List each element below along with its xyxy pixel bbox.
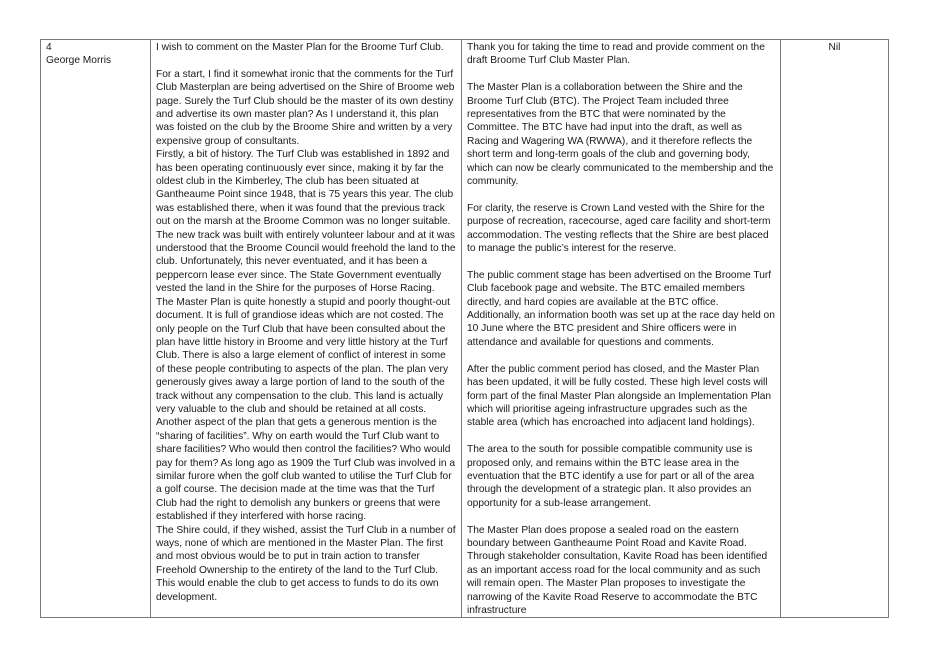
comment-paragraph: I wish to comment on the Master Plan for the Broome Turf Club. [156,42,444,53]
comment-cell [151,40,462,618]
comment-paragraph: Another aspect of the plan that gets a generous mention is the “sharing of facilities”. Why on earth would the Turf Club want to share facilities? Who would then control the facilities? Who would pay for them? As long ago as 1909 the Turf Club was involved in a similar furore when the golf club wanted to utilise the Turf Club for a golf course. The decision made at the time was that the Turf Club had the right to demolish any bunkers or greens that were established if they interfered with horse racing. [156,417,456,523]
submitter-name: George Morris [46,55,112,67]
response-paragraph: The Master Plan is a collaboration between the Shire and the Broome Turf Club (BTC). The Project Team included three representatives from the BTC that were nominated by the Committee. The BTC have had input into the draft, as well as Racing and Wagering WA (RWWA), and it therefore reflects the short term and long-term goals of the club and governing body, which can now be clearly communicated to the membership and the community. [467,82,774,188]
response-paragraph: Thank you for taking the time to read and provide comment on the draft Broome Turf Club Master Plan. [467,42,765,67]
comment-paragraph: For a start, I find it somewhat ironic that the comments for the Turf Club Masterplan are being advertised on the Shire of Broome web page. Surely the Turf Club should be the master of its own destiny and advertise its own master plan? As I understand it, this plan was foisted on the club by the Broome Shire and written by a very expensive group of consultants. [156,68,455,147]
table-row [41,40,889,618]
response-paragraph: For clarity, the reserve is Crown Land vested with the Shire for the purpose of recreation, racecourse, aged care facility and short-term accommodation. The vesting reflects that the Shire are best placed to manage the public’s interest for the reserve. [467,202,771,255]
comment-paragraph: The Shire could, if they wished, assist the Turf Club in a number of ways, none of which are mentioned in the Master Plan. The first and most obvious would be to put in train action to transfer Freehold Ownership to the entirety of the land to the Turf Club. This would enable the club to get access to funds to do its own development. [156,524,456,603]
response-paragraph: The area to the south for possible compatible community use is proposed only, and remains within the BTC lease area in the eventuation that the BTC identify a use for part or all of the area through the development of a strategic plan. It also provides an opportunity for a sub-lease arrangement. [467,444,755,509]
submission-number: 4 [46,42,52,53]
modification-value: Nil [828,42,841,53]
comment-paragraph: The Master Plan is quite honestly a stupid and poorly thought-out document. It is full of grandiose ideas which are not costed. The only people on the Turf Club that have been consulted about the plan have little history in Broome and very little history at the Turf Club. There is also a large element of conflict of interest in some of these people contributing to aspects of the plan. The plan very generously gives away a large portion of land to the south of the track without any compensation to the club. This land is actually very valuable to the club and should be retained at all costs. [156,296,450,415]
response-cell [462,40,781,618]
response-paragraph: The Master Plan does propose a sealed road on the eastern boundary between Gantheaume Point Road and Kavite Road. Through stakeholder consultation, Kavite Road has been identified as an important access road for the local community and as such will remain open. The Master Plan proposes to investigate the narrowing of the Kavite Road Reserve to accommodate the BTC infrastructure [467,524,768,616]
submissions-table [40,39,889,618]
modification-cell [781,40,889,618]
response-paragraph: After the public comment period has closed, and the Master Plan has been updated, it will be fully costed. These high level costs will form part of the final Master Plan alongside an Implementation Plan which will prioritise ageing infrastructure upgrades such as the stable area (which has encroached into adjacent land holdings). [467,363,772,429]
submitter-cell [41,40,151,618]
comment-paragraph: Firstly, a bit of history. The Turf Club was established in 1892 and has been operating continuously ever since, making it by far the oldest club in the Kimberley, The club has been situated at Gantheaume Point since 1948, that is 75 years this year. The club was established there, when it was found that the previous track out on the marsh at the Broome Common was no longer suitable. The new track was built with entirely volunteer labour and at it was understood that the Broome Council would freehold the land to the club. Unfortunately, this never eventuated, and it has been a peppercorn lease ever since. The State Government eventually vested the land in the Shire for the purposes of Horse Racing. [156,149,456,295]
response-paragraph: The public comment stage has been advertised on the Broome Turf Club facebook page and website. The BTC emailed members directly, and hard copies are available at the BTC office. Additionally, an information booth was set up at the race day held on 10 June where the BTC president and Shire officers were in attendance and available for questions and comments. [467,269,775,348]
